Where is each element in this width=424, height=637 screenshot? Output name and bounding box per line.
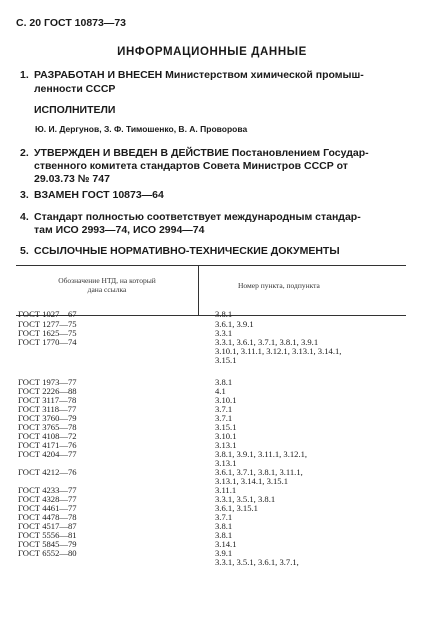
table-row-gost: ГОСТ 6552—80 — [18, 548, 77, 558]
performers-heading: ИСПОЛНИТЕЛИ — [34, 104, 116, 116]
table-row-points: 3.3.1, 3.5.1, 3.8.1 — [215, 494, 276, 504]
page-header: С. 20 ГОСТ 10873—73 — [16, 17, 127, 29]
table-row-points: 3.8.1, 3.9.1, 3.11.1, 3.12.1, — [215, 449, 308, 459]
table-row-gost: ГОСТ 1973—77 — [18, 377, 77, 387]
section-line: ленности СССР — [34, 83, 116, 95]
section-line: ВЗАМЕН ГОСТ 10873—64 — [34, 189, 164, 201]
page-title: ИНФОРМАЦИОННЫЕ ДАННЫЕ — [117, 46, 307, 58]
section-4 — [20, 211, 361, 223]
table-row-gost: ГОСТ 4171—76 — [18, 440, 77, 450]
table-row-points: 3.13.1 — [215, 458, 237, 468]
table-row-gost: ГОСТ 4517—87 — [18, 521, 77, 531]
authors-list: Ю. И. Дергунов, З. Ф. Тимошенко, В. А. Проворова — [35, 124, 248, 134]
section-number: 1. — [20, 69, 29, 81]
table-row-gost: ГОСТ 3765—78 — [18, 422, 77, 432]
section-5 — [20, 245, 340, 257]
table-header-points: Номер пункта, подпункта — [238, 281, 320, 290]
section-1 — [20, 69, 364, 81]
table-row-gost: ГОСТ 4108—72 — [18, 431, 77, 441]
table-column-divider — [198, 265, 199, 315]
table-row-points: 3.10.1, 3.11.1, 3.12.1, 3.13.1, 3.14.1, — [215, 346, 342, 356]
table-row-gost: ГОСТ 5556—81 — [18, 530, 77, 540]
section-2 — [20, 147, 369, 159]
table-row-points: 3.11.1 — [215, 485, 237, 495]
section-line: 29.03.73 № 747 — [34, 173, 110, 185]
table-row-points: 3.7.1 — [215, 413, 233, 423]
section-number: 2. — [20, 147, 29, 159]
table-row-gost: ГОСТ 1277—75 — [18, 319, 77, 329]
section-line: Стандарт полностью соответствует международным стандар- — [34, 211, 361, 223]
table-row-gost: ГОСТ 3118—77 — [18, 404, 77, 414]
table-row-gost: ГОСТ 3117—78 — [18, 395, 77, 405]
table-row-gost: ГОСТ 4204—77 — [18, 449, 77, 459]
table-row-gost: ГОСТ 1770—74 — [18, 337, 77, 347]
table-row-points: 3.10.1 — [215, 431, 237, 441]
table-top-rule — [16, 265, 406, 266]
section-line: УТВЕРЖДЕН И ВВЕДЕН В ДЕЙСТВИЕ Постановлением Государ- — [34, 147, 369, 159]
table-row-points: 3.6.1, 3.7.1, 3.8.1, 3.11.1, — [215, 467, 303, 477]
table-row-gost: ГОСТ 4478—78 — [18, 512, 77, 522]
table-row-points: 3.13.1, 3.14.1, 3.15.1 — [215, 476, 289, 486]
section-number: 4. — [20, 211, 29, 223]
table-row-points: 3.3.1, 3.5.1, 3.6.1, 3.7.1, — [215, 557, 299, 567]
table-header-designation — [22, 276, 192, 294]
section-3 — [20, 189, 164, 201]
section-number: 5. — [20, 245, 29, 257]
table-row-points: 3.3.1 — [215, 328, 233, 338]
table-row-points: 3.9.1 — [215, 548, 233, 558]
table-row-points: 3.14.1 — [215, 539, 237, 549]
table-row-gost: ГОСТ 2226—88 — [18, 386, 77, 396]
table-row-points: 3.6.1, 3.9.1 — [215, 319, 254, 329]
section-line: ственного комитета стандартов Совета Министров СССР от — [34, 160, 348, 172]
table-row-points: 3.6.1, 3.15.1 — [215, 503, 258, 513]
table-row-points: 3.13.1 — [215, 440, 237, 450]
section-line: ССЫЛОЧНЫЕ НОРМАТИВНО-ТЕХНИЧЕСКИЕ ДОКУМЕНТЫ — [34, 245, 340, 257]
section-line: РАЗРАБОТАН И ВНЕСЕН Министерством химической промыш- — [34, 69, 364, 81]
table-row-points: 3.8.1 — [215, 521, 233, 531]
table-row-points: 4.1 — [215, 386, 226, 396]
table-row-points: 3.8.1 — [215, 530, 233, 540]
table-row-points: 3.15.1 — [215, 355, 237, 365]
table-row-gost: ГОСТ 1027—67 — [18, 309, 77, 319]
table-row-points: 3.10.1 — [215, 395, 237, 405]
table-row-gost: ГОСТ 5845—79 — [18, 539, 77, 549]
section-line: там ИСО 2993—74, ИСО 2994—74 — [34, 224, 205, 236]
table-row-gost: ГОСТ 1625—75 — [18, 328, 77, 338]
table-row-points: 3.3.1, 3.6.1, 3.7.1, 3.8.1, 3.9.1 — [215, 337, 319, 347]
table-row-gost: ГОСТ 4461—77 — [18, 503, 77, 513]
table-row-points: 3.8.1 — [215, 309, 233, 319]
section-number: 3. — [20, 189, 29, 201]
table-row-points: 3.7.1 — [215, 404, 233, 414]
table-row-points: 3.8.1 — [215, 377, 233, 387]
table-row-points: 3.15.1 — [215, 422, 237, 432]
table-row-points: 3.7.1 — [215, 512, 233, 522]
table-row-gost: ГОСТ 4212—76 — [18, 467, 77, 477]
header-line: Обозначение НТД, на который — [58, 276, 156, 285]
table-row-gost: ГОСТ 4233—77 — [18, 485, 77, 495]
table-row-gost: ГОСТ 3760—79 — [18, 413, 77, 423]
header-line: дана ссылка — [87, 285, 127, 294]
table-row-gost: ГОСТ 4328—77 — [18, 494, 77, 504]
